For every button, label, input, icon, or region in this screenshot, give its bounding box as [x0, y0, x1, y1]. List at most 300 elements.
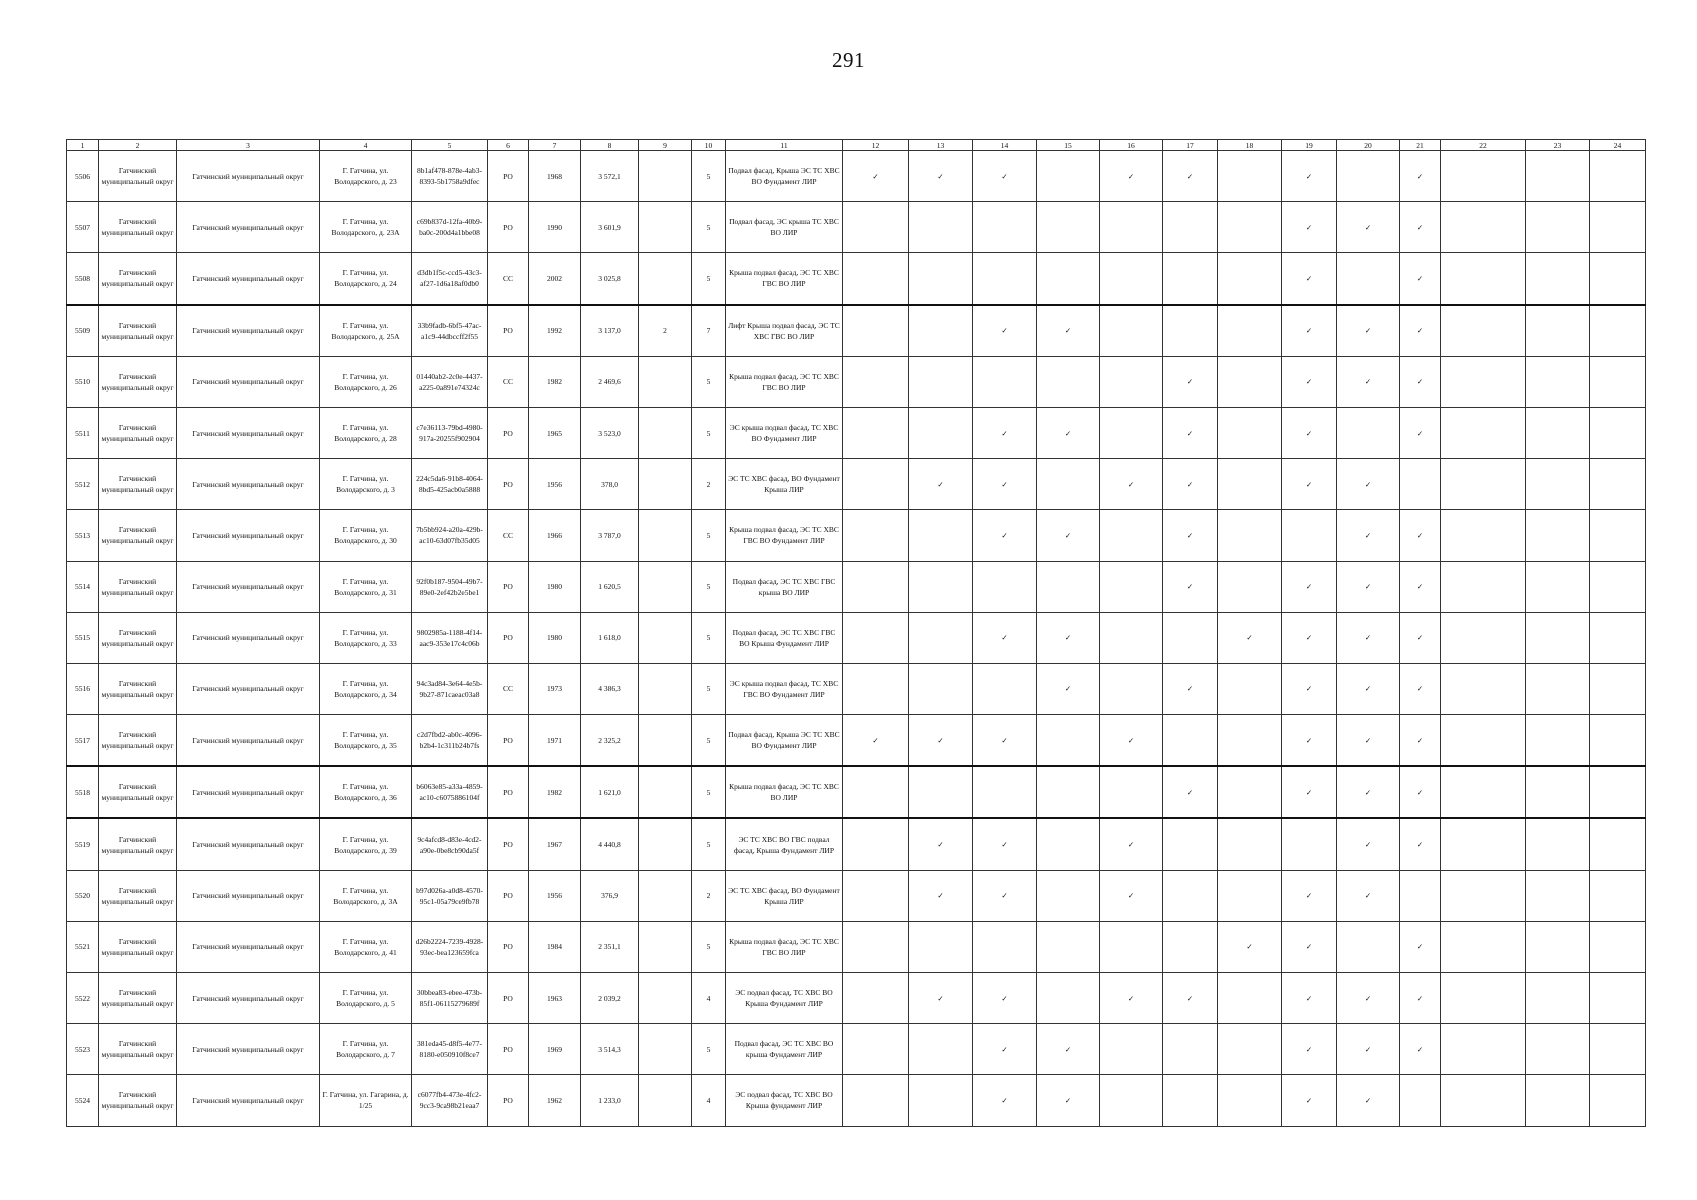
- type-cell: СС: [488, 356, 529, 407]
- empty-cell: [1100, 253, 1163, 305]
- table-row: [67, 459, 1646, 510]
- empty-cell: [1163, 305, 1218, 357]
- empty-cell: [1100, 1024, 1163, 1075]
- check-mark-cell: ✓: [1037, 407, 1100, 458]
- municipality-cell: Гатчинский муниципальный округ: [177, 459, 320, 510]
- empty-cell: [1526, 305, 1590, 357]
- address-cell: Г. Гатчина, ул. Володарского, д. 24: [320, 253, 412, 305]
- table-row: [67, 612, 1646, 663]
- empty-cell: [1441, 766, 1526, 818]
- year-cell: 1980: [529, 561, 581, 612]
- empty-cell: [1100, 561, 1163, 612]
- empty-cell: [1037, 766, 1100, 818]
- area-cell: 3 514,3: [581, 1024, 639, 1075]
- works-cell: Лифт Крыша подвал фасад, ЭС ТС ХВС ГВС ВО ЛИР: [726, 305, 843, 357]
- address-cell: Г. Гатчина, ул. Володарского, д. 7: [320, 1024, 412, 1075]
- area-cell: 1 618,0: [581, 612, 639, 663]
- empty-cell: [1590, 561, 1646, 612]
- area-cell: 3 137,0: [581, 305, 639, 357]
- empty-cell: [1218, 1075, 1282, 1126]
- guid-cell: 01440ab2-2c0e-4437-a225-0a891e74324c: [412, 356, 488, 407]
- empty-cell: [1526, 407, 1590, 458]
- check-mark-cell: ✓: [1400, 202, 1441, 253]
- municipality-cell: Гатчинский муниципальный округ: [177, 921, 320, 972]
- guid-cell: c69b837d-12fa-40b9-ba0c-200d4a1bbe08: [412, 202, 488, 253]
- table-row: [67, 151, 1646, 202]
- col10-cell: 5: [692, 253, 726, 305]
- column-number: 3: [177, 140, 320, 151]
- col9-cell: [639, 561, 692, 612]
- empty-cell: [1337, 407, 1400, 458]
- empty-cell: [1218, 1024, 1282, 1075]
- column-number: 22: [1441, 140, 1526, 151]
- type-cell: РО: [488, 561, 529, 612]
- empty-cell: [1441, 818, 1526, 870]
- row-id: 5515: [67, 612, 99, 663]
- check-mark-cell: ✓: [1282, 715, 1337, 767]
- type-cell: РО: [488, 766, 529, 818]
- col10-cell: 5: [692, 1024, 726, 1075]
- empty-cell: [1163, 921, 1218, 972]
- area-cell: 2 039,2: [581, 973, 639, 1024]
- empty-cell: [1100, 510, 1163, 561]
- empty-cell: [1218, 870, 1282, 921]
- col9-cell: [639, 921, 692, 972]
- works-cell: ЭС ТС ХВС фасад, ВО Фундамент Крыша ЛИР: [726, 459, 843, 510]
- type-cell: РО: [488, 715, 529, 767]
- check-mark-cell: ✓: [1337, 1024, 1400, 1075]
- empty-cell: [1163, 715, 1218, 767]
- check-mark-cell: ✓: [1282, 151, 1337, 202]
- check-mark-cell: ✓: [1337, 202, 1400, 253]
- type-cell: СС: [488, 253, 529, 305]
- year-cell: 1956: [529, 459, 581, 510]
- col10-cell: 7: [692, 305, 726, 357]
- check-mark-cell: ✓: [973, 1075, 1037, 1126]
- empty-cell: [1400, 1075, 1441, 1126]
- works-cell: Крыша подвал фасад, ЭС ТС ХВС ГВС ВО ЛИР: [726, 356, 843, 407]
- check-mark-cell: ✓: [1282, 973, 1337, 1024]
- column-number: 23: [1526, 140, 1590, 151]
- guid-cell: 92f0b187-9504-49b7-89e0-2ef42b2e5be1: [412, 561, 488, 612]
- check-mark-cell: ✓: [1282, 305, 1337, 357]
- check-mark-cell: ✓: [1400, 305, 1441, 357]
- empty-cell: [1526, 202, 1590, 253]
- check-mark-cell: ✓: [973, 818, 1037, 870]
- row-id: 5514: [67, 561, 99, 612]
- row-id: 5522: [67, 973, 99, 1024]
- works-cell: ЭС крыша подвал фасад, ТС ХВС ГВС ВО Фундамент ЛИР: [726, 663, 843, 714]
- empty-cell: [1441, 561, 1526, 612]
- column-number: 6: [488, 140, 529, 151]
- col10-cell: 5: [692, 818, 726, 870]
- empty-cell: [843, 921, 909, 972]
- municipality-cell: Гатчинский муниципальный округ: [177, 663, 320, 714]
- col10-cell: 5: [692, 151, 726, 202]
- municipality-cell: Гатчинский муниципальный округ: [177, 870, 320, 921]
- col9-cell: [639, 151, 692, 202]
- row-id: 5508: [67, 253, 99, 305]
- col10-cell: 5: [692, 356, 726, 407]
- empty-cell: [1441, 253, 1526, 305]
- area-cell: 2 351,1: [581, 921, 639, 972]
- col10-cell: 2: [692, 459, 726, 510]
- year-cell: 1973: [529, 663, 581, 714]
- row-id: 5519: [67, 818, 99, 870]
- col9-cell: [639, 870, 692, 921]
- check-mark-cell: ✓: [1282, 612, 1337, 663]
- check-mark-cell: ✓: [973, 459, 1037, 510]
- address-cell: Г. Гатчина, ул. Гагарина, д. 1/25: [320, 1075, 412, 1126]
- check-mark-cell: ✓: [1218, 612, 1282, 663]
- empty-cell: [1590, 407, 1646, 458]
- check-mark-cell: ✓: [1282, 356, 1337, 407]
- empty-cell: [909, 921, 973, 972]
- col10-cell: 5: [692, 921, 726, 972]
- empty-cell: [909, 253, 973, 305]
- col10-cell: 4: [692, 1075, 726, 1126]
- column-number: 11: [726, 140, 843, 151]
- year-cell: 1965: [529, 407, 581, 458]
- guid-cell: b6063e85-a33a-4859-ac10-c6075886104f: [412, 766, 488, 818]
- empty-cell: [1526, 151, 1590, 202]
- empty-cell: [1037, 870, 1100, 921]
- check-mark-cell: ✓: [1282, 1024, 1337, 1075]
- col9-cell: [639, 766, 692, 818]
- empty-cell: [1100, 305, 1163, 357]
- row-id: 5517: [67, 715, 99, 767]
- check-mark-cell: ✓: [973, 305, 1037, 357]
- type-cell: СС: [488, 510, 529, 561]
- column-number: 17: [1163, 140, 1218, 151]
- empty-cell: [1590, 510, 1646, 561]
- empty-cell: [843, 973, 909, 1024]
- row-id: 5509: [67, 305, 99, 357]
- table-row: [67, 1024, 1646, 1075]
- type-cell: РО: [488, 305, 529, 357]
- year-cell: 1967: [529, 818, 581, 870]
- guid-cell: 381eda45-d8f5-4e77-8180-e050910f8ce7: [412, 1024, 488, 1075]
- table-row: [67, 1075, 1646, 1126]
- check-mark-cell: ✓: [1400, 151, 1441, 202]
- type-cell: СС: [488, 663, 529, 714]
- guid-cell: 9c4afcd8-d83e-4cd2-a90e-0be8cb90da5f: [412, 818, 488, 870]
- address-cell: Г. Гатчина, ул. Володарского, д. 35: [320, 715, 412, 767]
- empty-cell: [1037, 459, 1100, 510]
- municipality-cell: Гатчинский муниципальный округ: [177, 766, 320, 818]
- address-cell: Г. Гатчина, ул. Володарского, д. 25А: [320, 305, 412, 357]
- check-mark-cell: ✓: [973, 973, 1037, 1024]
- check-mark-cell: ✓: [1100, 715, 1163, 767]
- area-cell: 4 440,8: [581, 818, 639, 870]
- column-number: 16: [1100, 140, 1163, 151]
- address-cell: Г. Гатчина, ул. Володарского, д. 5: [320, 973, 412, 1024]
- municipality-cell: Гатчинский муниципальный округ: [177, 612, 320, 663]
- col9-cell: [639, 612, 692, 663]
- col10-cell: 5: [692, 202, 726, 253]
- empty-cell: [1218, 151, 1282, 202]
- empty-cell: [843, 612, 909, 663]
- empty-cell: [1218, 715, 1282, 767]
- col9-cell: [639, 459, 692, 510]
- col10-cell: 2: [692, 870, 726, 921]
- empty-cell: [909, 407, 973, 458]
- empty-cell: [1590, 202, 1646, 253]
- empty-cell: [1590, 356, 1646, 407]
- col9-cell: [639, 407, 692, 458]
- table-row: [67, 663, 1646, 714]
- area-cell: 3 523,0: [581, 407, 639, 458]
- empty-cell: [1441, 356, 1526, 407]
- empty-cell: [1218, 202, 1282, 253]
- district-cell: Гатчинский муниципальный округ: [99, 870, 177, 921]
- col9-cell: [639, 510, 692, 561]
- guid-cell: 7b5bb924-a20a-429b-ac10-63d07fb35d05: [412, 510, 488, 561]
- check-mark-cell: ✓: [1337, 459, 1400, 510]
- empty-cell: [1590, 870, 1646, 921]
- table-row: [67, 921, 1646, 972]
- check-mark-cell: ✓: [973, 1024, 1037, 1075]
- year-cell: 1963: [529, 973, 581, 1024]
- district-cell: Гатчинский муниципальный округ: [99, 510, 177, 561]
- check-mark-cell: ✓: [1282, 921, 1337, 972]
- empty-cell: [1100, 356, 1163, 407]
- type-cell: РО: [488, 459, 529, 510]
- empty-cell: [1441, 1075, 1526, 1126]
- guid-cell: 224c5da6-91b8-4064-8bd5-425acb0a5888: [412, 459, 488, 510]
- check-mark-cell: ✓: [1282, 766, 1337, 818]
- empty-cell: [1441, 202, 1526, 253]
- municipality-cell: Гатчинский муниципальный округ: [177, 1024, 320, 1075]
- table-row: [67, 202, 1646, 253]
- check-mark-cell: ✓: [1037, 1075, 1100, 1126]
- year-cell: 1990: [529, 202, 581, 253]
- empty-cell: [1441, 921, 1526, 972]
- year-cell: 1968: [529, 151, 581, 202]
- empty-cell: [843, 253, 909, 305]
- check-mark-cell: ✓: [973, 151, 1037, 202]
- address-cell: Г. Гатчина, ул. Володарского, д. 28: [320, 407, 412, 458]
- guid-cell: d3db1f5c-ccd5-43c3-af27-1d6a18af0db0: [412, 253, 488, 305]
- col10-cell: 5: [692, 561, 726, 612]
- year-cell: 1992: [529, 305, 581, 357]
- column-number: 5: [412, 140, 488, 151]
- empty-cell: [843, 561, 909, 612]
- area-cell: 2 325,2: [581, 715, 639, 767]
- guid-cell: d26b2224-7239-4928-93ec-bea123659fca: [412, 921, 488, 972]
- empty-cell: [1218, 766, 1282, 818]
- check-mark-cell: ✓: [1400, 1024, 1441, 1075]
- empty-cell: [1100, 766, 1163, 818]
- table-row: [67, 715, 1646, 767]
- column-number: 13: [909, 140, 973, 151]
- empty-cell: [1100, 921, 1163, 972]
- row-id: 5524: [67, 1075, 99, 1126]
- empty-cell: [909, 1075, 973, 1126]
- district-cell: Гатчинский муниципальный округ: [99, 459, 177, 510]
- check-mark-cell: ✓: [1282, 663, 1337, 714]
- area-cell: 3 025,8: [581, 253, 639, 305]
- empty-cell: [1526, 818, 1590, 870]
- address-cell: Г. Гатчина, ул. Володарского, д. 39: [320, 818, 412, 870]
- works-cell: ЭС ТС ХВС ВО ГВС подвал фасад, Крыша Фундамент ЛИР: [726, 818, 843, 870]
- guid-cell: c2d7fbd2-ab0c-4096-b2b4-1c311b24b7fs: [412, 715, 488, 767]
- check-mark-cell: ✓: [1337, 715, 1400, 767]
- empty-cell: [1590, 612, 1646, 663]
- municipality-cell: Гатчинский муниципальный округ: [177, 973, 320, 1024]
- check-mark-cell: ✓: [843, 715, 909, 767]
- type-cell: РО: [488, 870, 529, 921]
- type-cell: РО: [488, 202, 529, 253]
- empty-cell: [1526, 561, 1590, 612]
- empty-cell: [1218, 510, 1282, 561]
- col10-cell: 5: [692, 663, 726, 714]
- check-mark-cell: ✓: [1100, 459, 1163, 510]
- type-cell: РО: [488, 151, 529, 202]
- column-number: 19: [1282, 140, 1337, 151]
- column-number: 1: [67, 140, 99, 151]
- municipality-cell: Гатчинский муниципальный округ: [177, 407, 320, 458]
- check-mark-cell: ✓: [1337, 766, 1400, 818]
- type-cell: РО: [488, 973, 529, 1024]
- empty-cell: [1037, 202, 1100, 253]
- district-cell: Гатчинский муниципальный округ: [99, 202, 177, 253]
- district-cell: Гатчинский муниципальный округ: [99, 612, 177, 663]
- row-id: 5506: [67, 151, 99, 202]
- col9-cell: [639, 818, 692, 870]
- table-row: [67, 766, 1646, 818]
- empty-cell: [909, 663, 973, 714]
- year-cell: 1966: [529, 510, 581, 561]
- empty-cell: [843, 818, 909, 870]
- empty-cell: [1100, 202, 1163, 253]
- empty-cell: [1590, 663, 1646, 714]
- col10-cell: 5: [692, 407, 726, 458]
- row-id: 5513: [67, 510, 99, 561]
- empty-cell: [1163, 1024, 1218, 1075]
- address-cell: Г. Гатчина, ул. Володарского, д. 34: [320, 663, 412, 714]
- district-cell: Гатчинский муниципальный округ: [99, 973, 177, 1024]
- check-mark-cell: ✓: [1037, 663, 1100, 714]
- check-mark-cell: ✓: [973, 612, 1037, 663]
- col10-cell: 5: [692, 715, 726, 767]
- empty-cell: [1218, 356, 1282, 407]
- empty-cell: [973, 561, 1037, 612]
- works-cell: Крыша подвал фасад, ЭС ТС ХВС ГВС ВО ЛИР: [726, 253, 843, 305]
- empty-cell: [1400, 870, 1441, 921]
- empty-cell: [843, 407, 909, 458]
- empty-cell: [1337, 151, 1400, 202]
- empty-cell: [973, 921, 1037, 972]
- column-number-row: [67, 140, 1646, 151]
- check-mark-cell: ✓: [909, 151, 973, 202]
- area-cell: 3 572,1: [581, 151, 639, 202]
- address-cell: Г. Гатчина, ул. Володарского, д. 30: [320, 510, 412, 561]
- municipality-cell: Гатчинский муниципальный округ: [177, 510, 320, 561]
- year-cell: 1971: [529, 715, 581, 767]
- check-mark-cell: ✓: [1400, 510, 1441, 561]
- area-cell: 376,9: [581, 870, 639, 921]
- works-cell: Подвал фасад, Крыша ЭС ТС ХВС ВО Фундамент ЛИР: [726, 715, 843, 767]
- check-mark-cell: ✓: [1400, 715, 1441, 767]
- empty-cell: [1337, 253, 1400, 305]
- check-mark-cell: ✓: [909, 459, 973, 510]
- check-mark-cell: ✓: [973, 870, 1037, 921]
- check-mark-cell: ✓: [1100, 818, 1163, 870]
- municipality-cell: Гатчинский муниципальный округ: [177, 356, 320, 407]
- empty-cell: [1037, 151, 1100, 202]
- col9-cell: [639, 1024, 692, 1075]
- column-number: 9: [639, 140, 692, 151]
- empty-cell: [1526, 1024, 1590, 1075]
- column-number: 15: [1037, 140, 1100, 151]
- address-cell: Г. Гатчина, ул. Володарского, д. 26: [320, 356, 412, 407]
- empty-cell: [1441, 870, 1526, 921]
- area-cell: 3 601,9: [581, 202, 639, 253]
- empty-cell: [843, 202, 909, 253]
- check-mark-cell: ✓: [1400, 407, 1441, 458]
- district-cell: Гатчинский муниципальный округ: [99, 305, 177, 357]
- empty-cell: [909, 561, 973, 612]
- check-mark-cell: ✓: [1400, 921, 1441, 972]
- table-row: [67, 356, 1646, 407]
- row-id: 5512: [67, 459, 99, 510]
- column-number: 2: [99, 140, 177, 151]
- works-cell: Подвал фасад, Крыша ЭС ТС ХВС ВО Фундамент ЛИР: [726, 151, 843, 202]
- check-mark-cell: ✓: [1400, 766, 1441, 818]
- district-cell: Гатчинский муниципальный округ: [99, 253, 177, 305]
- empty-cell: [973, 253, 1037, 305]
- column-number: 21: [1400, 140, 1441, 151]
- empty-cell: [843, 870, 909, 921]
- empty-cell: [1526, 612, 1590, 663]
- check-mark-cell: ✓: [1400, 612, 1441, 663]
- empty-cell: [1526, 663, 1590, 714]
- check-mark-cell: ✓: [1400, 973, 1441, 1024]
- empty-cell: [909, 510, 973, 561]
- empty-cell: [973, 202, 1037, 253]
- table-row: [67, 818, 1646, 870]
- check-mark-cell: ✓: [1282, 253, 1337, 305]
- empty-cell: [843, 305, 909, 357]
- works-cell: ЭС подвал фасад, ТС ХВС ВО Крыша фундамент ЛИР: [726, 1075, 843, 1126]
- check-mark-cell: ✓: [1337, 305, 1400, 357]
- column-number: 12: [843, 140, 909, 151]
- empty-cell: [909, 766, 973, 818]
- check-mark-cell: ✓: [1400, 253, 1441, 305]
- empty-cell: [1400, 459, 1441, 510]
- empty-cell: [1590, 253, 1646, 305]
- empty-cell: [1282, 818, 1337, 870]
- empty-cell: [843, 1075, 909, 1126]
- empty-cell: [1526, 459, 1590, 510]
- empty-cell: [843, 510, 909, 561]
- empty-cell: [1590, 151, 1646, 202]
- municipality-cell: Гатчинский муниципальный округ: [177, 715, 320, 767]
- check-mark-cell: ✓: [1337, 510, 1400, 561]
- works-cell: Крыша подвал фасад, ЭС ТС ХВС ВО ЛИР: [726, 766, 843, 818]
- table-row: [67, 561, 1646, 612]
- check-mark-cell: ✓: [1163, 561, 1218, 612]
- empty-cell: [1590, 459, 1646, 510]
- district-cell: Гатчинский муниципальный округ: [99, 151, 177, 202]
- address-cell: Г. Гатчина, ул. Володарского, д. 3А: [320, 870, 412, 921]
- address-cell: Г. Гатчина, ул. Володарского, д. 23А: [320, 202, 412, 253]
- works-cell: ЭС крыша подвал фасад, ТС ХВС ВО Фундамент ЛИР: [726, 407, 843, 458]
- empty-cell: [1037, 973, 1100, 1024]
- empty-cell: [843, 1024, 909, 1075]
- check-mark-cell: ✓: [1100, 151, 1163, 202]
